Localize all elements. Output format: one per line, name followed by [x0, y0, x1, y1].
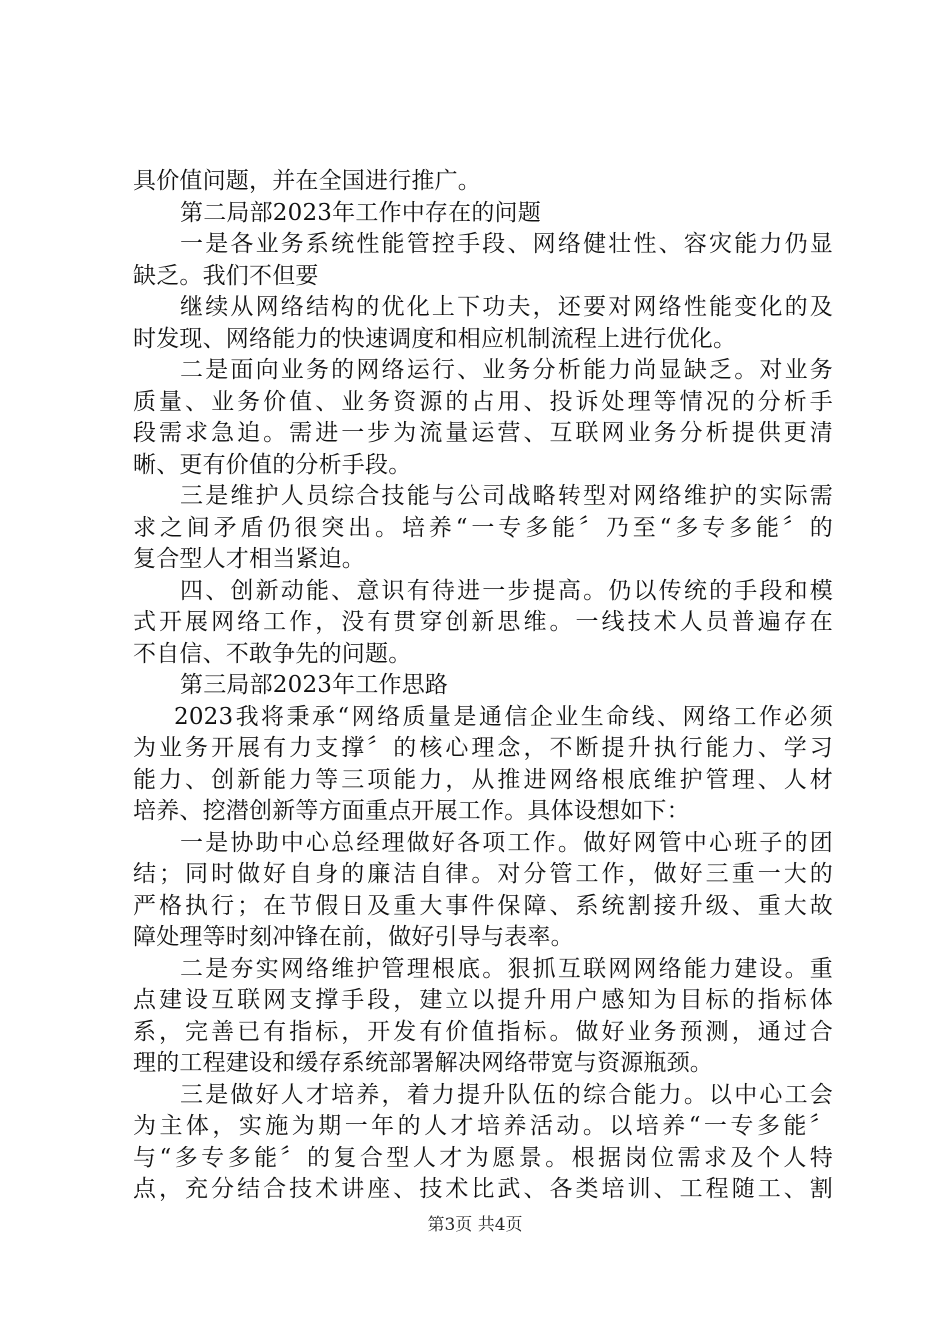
text-line: 段需求急迫。需进一步为流量运营、互联网业务分析提供更清 [133, 420, 833, 446]
text-line: 二是面向业务的网络运行、业务分析能力尚显缺乏。对业务 [180, 357, 833, 383]
text-line: 三是做好人才培养，着力提升队伍的综合能力。以中心工会 [180, 1081, 833, 1108]
text-line: 培养、挖潜创新等方面重点开展工作。具体设想如下： [133, 798, 690, 824]
page-footer: 第3页 共4页 [427, 1215, 523, 1235]
text-line: 具价值问题，并在全国进行推广。 [133, 168, 481, 194]
text-line: 2023我将秉承“网络质量是通信企业生命线、网络工作必须 [174, 703, 833, 730]
text-line: 结；同时做好自身的廉洁自律。对分管工作，做好三重一大的 [133, 861, 833, 887]
text-line: 继续从网络结构的优化上下功夫，还要对网络性能变化的及 [180, 294, 833, 320]
text-line: 式开展网络工作，没有贯穿创新思维。一线技术人员普遍存在 [133, 609, 833, 635]
text-line: 四、创新动能、意识有待进一步提高。仍以传统的手段和模 [180, 577, 833, 604]
text-line: 与“多专多能〞的复合型人才为愿景。根据岗位需求及个人特 [133, 1144, 833, 1171]
text-line: 障处理等时刻冲锋在前，做好引导与表率。 [133, 924, 574, 950]
text-line: 一是各业务系统性能管控手段、网络健壮性、容灾能力仍显 [180, 231, 833, 257]
text-line: 求之间矛盾仍很突出。培养“一专多能〞乃至“多专多能〞的 [133, 514, 833, 541]
text-line: 晰、更有价值的分析手段。 [133, 451, 412, 478]
text-line: 不自信、不敢争先的问题。 [133, 640, 412, 667]
section-heading: 第三局部2023年工作思路 [180, 672, 449, 698]
text-line: 质量、业务价值、业务资源的占用、投诉处理等情况的分析手 [133, 388, 833, 415]
text-line: 时发现、网络能力的快速调度和相应机制流程上进行优化。 [133, 325, 737, 352]
text-line: 二是夯实网络维护管理根底。狠抓互联网网络能力建设。重 [180, 955, 833, 982]
text-line: 为主体，实施为期一年的人才培养活动。以培养“一专多能〞 [133, 1113, 833, 1139]
text-line: 缺乏。我们不但要 [133, 262, 319, 289]
text-line: 点，充分结合技术讲座、技术比武、各类培训、工程随工、割 [133, 1176, 833, 1202]
document-body [133, 166, 833, 1206]
text-line: 系，完善已有指标，开发有价值指标。做好业务预测，通过合 [133, 1018, 833, 1045]
text-line: 复合型人才相当紧迫。 [133, 546, 365, 572]
text-line: 严格执行；在节假日及重大事件保障、系统割接升级、重大故 [133, 892, 833, 919]
section-heading: 第二局部2023年工作中存在的问题 [180, 199, 541, 226]
text-line: 理的工程建设和缓存系统部署解决网络带宽与资源瓶颈。 [133, 1050, 713, 1076]
text-line: 三是维护人员综合技能与公司战略转型对网络维护的实际需 [180, 483, 833, 509]
text-line: 能力、创新能力等三项能力，从推进网络根底维护管理、人材 [133, 766, 833, 793]
text-line: 一是协助中心总经理做好各项工作。做好网管中心班子的团 [180, 829, 833, 856]
text-line: 为业务开展有力支撑〞的核心理念，不断提升执行能力、学习 [133, 735, 833, 761]
text-line: 点建设互联网支撑手段，建立以提升用户感知为目标的指标体 [133, 987, 833, 1013]
